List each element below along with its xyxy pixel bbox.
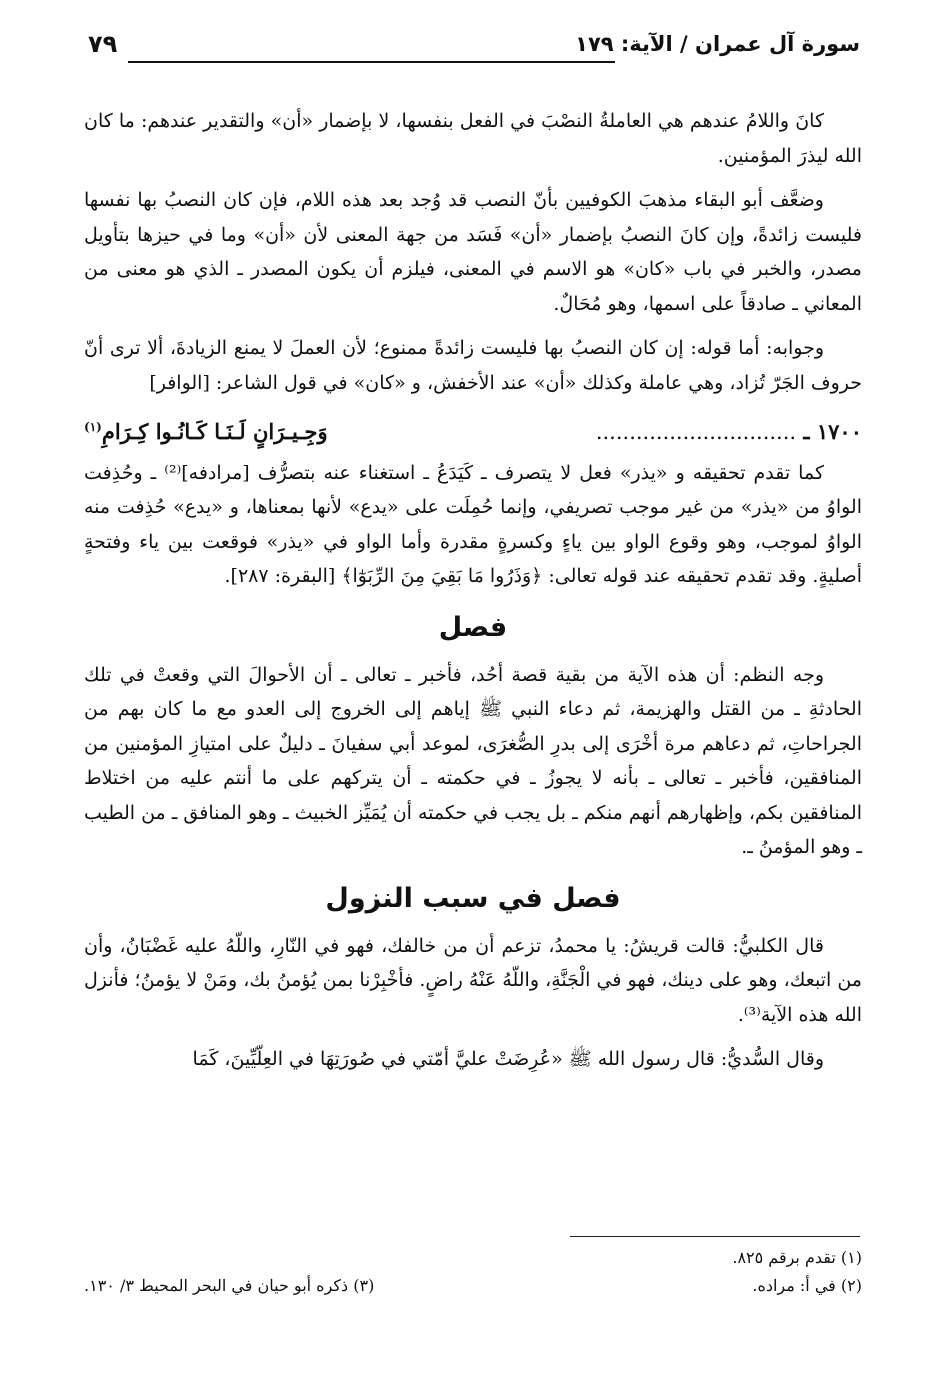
verse-number: ١٧٠٠ ـ: [803, 419, 862, 444]
paragraph-3: وجوابه: أما قوله: إن كان النصبُ بها فليست زائدةً ممنوع؛ لأن العملَ لا يمنع الزيادةَ، ألا ترى أنّ حروف الجَرّ تُزاد، وهي عاملة وكذلك «أن» عند الأخفش، و «كان» في قول الشاعر: [الوافر]: [84, 337, 862, 394]
paragraph-7: وقال السُّديُّ: قال رسول الله ﷺ «عُرِضَتْ عليَّ أمّتي في صُورَتِهَا في العِلّيِّينَ، كَمَا: [192, 1048, 824, 1070]
paragraph-4: كما تقدم تحقيقه و «يذر» فعل لا يتصرف ـ كَيَدَعُ ـ استغناء عنه بتصرُّف [مرادفه]⁽²⁾ ـ وحُذِفت الواوُ من «يذر» من غير موجب تصريفي، وإنما حُمِلَت على «يدع» لأنها بمعناها، و «يدع» حُذِفت منه الواوُ لموجب، وهو وقوع الواو بين ياءٍ وكسرةٍ مقدرة وأما الواو في «يذر» فوقعت بين ياء وفتحةٍ أصليةٍ. وقد تقدم تحقيقه عند قوله تعالى: ﴿وَذَرُوا مَا بَقِيَ مِنَ الرِّبَوٰٓا﴾ [البقرة: ٢٨٧].: [84, 461, 862, 587]
footnote-2: (٢) في أ: مراده.: [752, 1276, 862, 1295]
header-rule: [128, 61, 615, 63]
footnote-separator: [570, 1236, 860, 1237]
section-heading-fasl: فصل: [438, 611, 508, 643]
verse-dots: ..............................: [595, 420, 797, 444]
footnotes: [84, 1244, 862, 1300]
verse-text-wrap: [84, 410, 328, 450]
verse-text: وَجِـيـرَانٍ لَـنَـا كَـانُـوا كِـرَامِ: [101, 419, 328, 444]
paragraph-6: قال الكلبيُّ: قالت قريشُ: يا محمدُ، تزعم أن من خالفك، فهو في النّارِ، واللّهُ عليه غَضْبَانُ، وأن من اتبعك، وهو على دينك، فهو في الْجَنَّةِ، واللّهُ عَنْهُ راضٍ. فأخْبِرْنا بمن يُؤمنُ بك، ومَنْ لا يؤمنُ؛ فأنزل الله هذه الآية⁽³⁾.: [84, 934, 862, 1026]
section-heading-asbab-nuzul: فصل في سبب النزول: [325, 882, 621, 914]
running-header: [88, 28, 860, 72]
footnote-3: (٣) ذكره أبو حيان في البحر المحيط ٣/ ١٣٠.: [84, 1276, 375, 1295]
footnote-row: [84, 1272, 862, 1300]
page-number: ٧٩: [88, 30, 118, 58]
paragraph-5: وجه النظم: أن هذه الآية من بقية قصة أحُد، فأخبر ـ تعالى ـ أن الأحوالَ التي وقعتْ في تلك الحادثةِ ـ من القتل والهزيمة، ثم دعاء النبي ﷺ إياهم إلى الخروج إلى العدو مع ما كان بهم من الجراحاتِ، ثم دعاهم مرة أخْرَى إلى بدرِ الصُّغرَى، لموعد أبي سفيانَ ـ دليلٌ على امتيازِ المؤمنين من المنافقين، فأخبر ـ تعالى ـ بأنه لا يجوزُ ـ في حكمته ـ أن يتركهم على ما أنتم عليه من اختلاط المنافقين بكم، وإظهارهم أنهم منكم ـ بل يجب في حكمته أن يُمَيِّز الخبيث ـ وهو المنافق ـ من الطيب ـ وهو المؤمنُ ـ.: [84, 663, 862, 858]
paragraph-2: وضعَّف أبو البقاء مذهبَ الكوفيين بأنّ النصب قد وُجد بعد هذه اللام، فإن كان النصبُ بها نفسها فليست زائدةً، وإن كانَ النصبُ بإضمار «أن» فَسَد من جهة المعنى لأن «أن» وما في حيزها بتأويل مصدر، والخبر في باب «كان» هو الاسم في المعنى، فيلزم أن يكون المصدر ـ الذي هو معنى من المعاني ـ صادقاً على اسمها، وهو مُحَالٌ.: [84, 189, 862, 315]
verse-number-and-dots: [582, 415, 862, 450]
footnote-1: (١) تقدم برقم ٨٢٥.: [732, 1248, 862, 1267]
paragraph-1: كانَ واللامُ عندهم هي العاملةُ النصْبَ في الفعل بنفسها، لا بإضمار «أن» والتقدير عندهم: ما كان الله ليذرَ المؤمنين.: [84, 110, 862, 167]
verse-footnote-mark: (١): [84, 420, 102, 434]
page-body: [84, 104, 862, 1087]
header-title: سورة آل عمران / الآية: ١٧٩: [575, 32, 860, 56]
poetry-verse: [84, 410, 862, 450]
